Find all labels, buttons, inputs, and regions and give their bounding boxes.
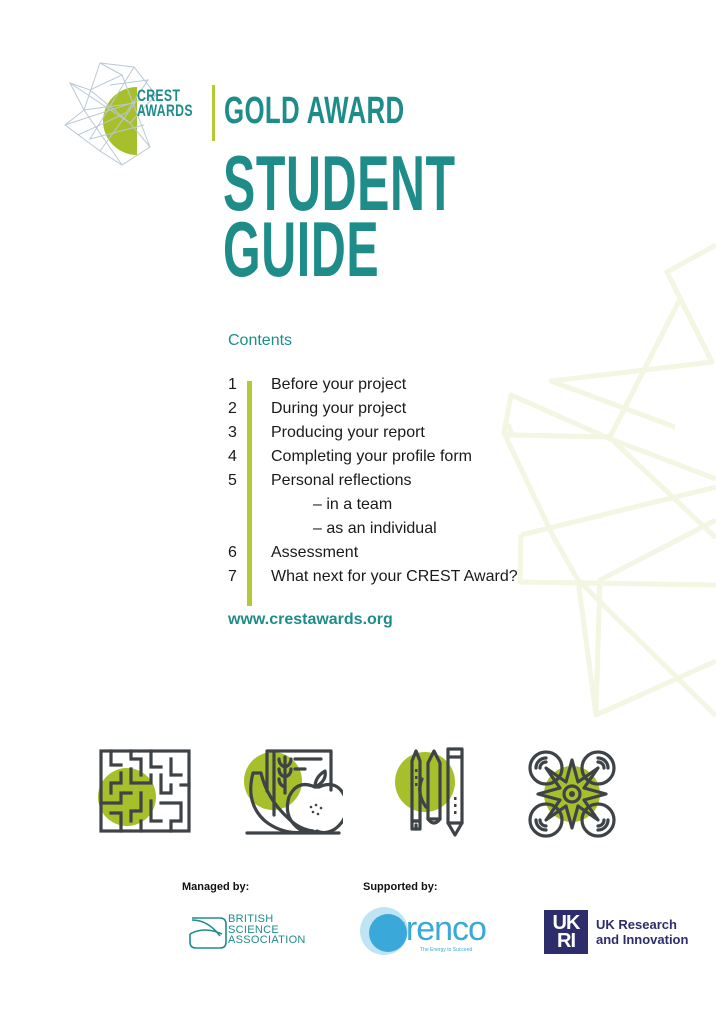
food-icon	[243, 745, 343, 840]
website-link[interactable]: www.crestawards.org	[228, 611, 393, 628]
maze-icon	[97, 745, 193, 837]
crest-awards-logo	[60, 55, 210, 165]
logo-divider	[212, 85, 215, 141]
urenco-tagline: The Energy to Succeed	[420, 947, 473, 953]
toc-item[interactable]: 5 Personal reflections	[228, 472, 412, 489]
urenco-wordmark: urenco	[388, 910, 486, 948]
toc-item[interactable]: 7 What next for your CREST Award?	[228, 568, 518, 585]
crest-awards-wordmark: CREST AWARDS	[137, 86, 193, 120]
ukri-wordmark: UK Research and Innovation	[596, 917, 689, 947]
managed-by-label: Managed by:	[182, 881, 250, 893]
toc-item[interactable]: 3 Producing your report	[228, 424, 425, 441]
contents-heading: Contents	[228, 332, 293, 349]
toc-item[interactable]: 2 During your project	[228, 400, 407, 417]
page-title: STUDENT GUIDE	[223, 139, 456, 293]
drone-icon	[526, 748, 618, 840]
pens-icon	[392, 745, 482, 837]
supported-by-label: Supported by:	[363, 881, 438, 893]
toc-item[interactable]: 6 Assessment	[228, 544, 359, 561]
ukri-logo-mark: UK RI	[544, 910, 588, 954]
bsa-wordmark: BRITISH SCIENCE ASSOCIATION	[228, 913, 306, 946]
award-level: GOLD AWARD	[224, 90, 405, 132]
toc-subitem[interactable]: – as an individual	[313, 520, 437, 537]
toc-item[interactable]: 4 Completing your profile form	[228, 448, 472, 465]
toc-item[interactable]: 1 Before your project	[228, 376, 407, 393]
table-of-contents	[228, 375, 568, 591]
toc-subitem[interactable]: – in a team	[313, 496, 393, 513]
bsa-logo-icon	[188, 912, 228, 952]
